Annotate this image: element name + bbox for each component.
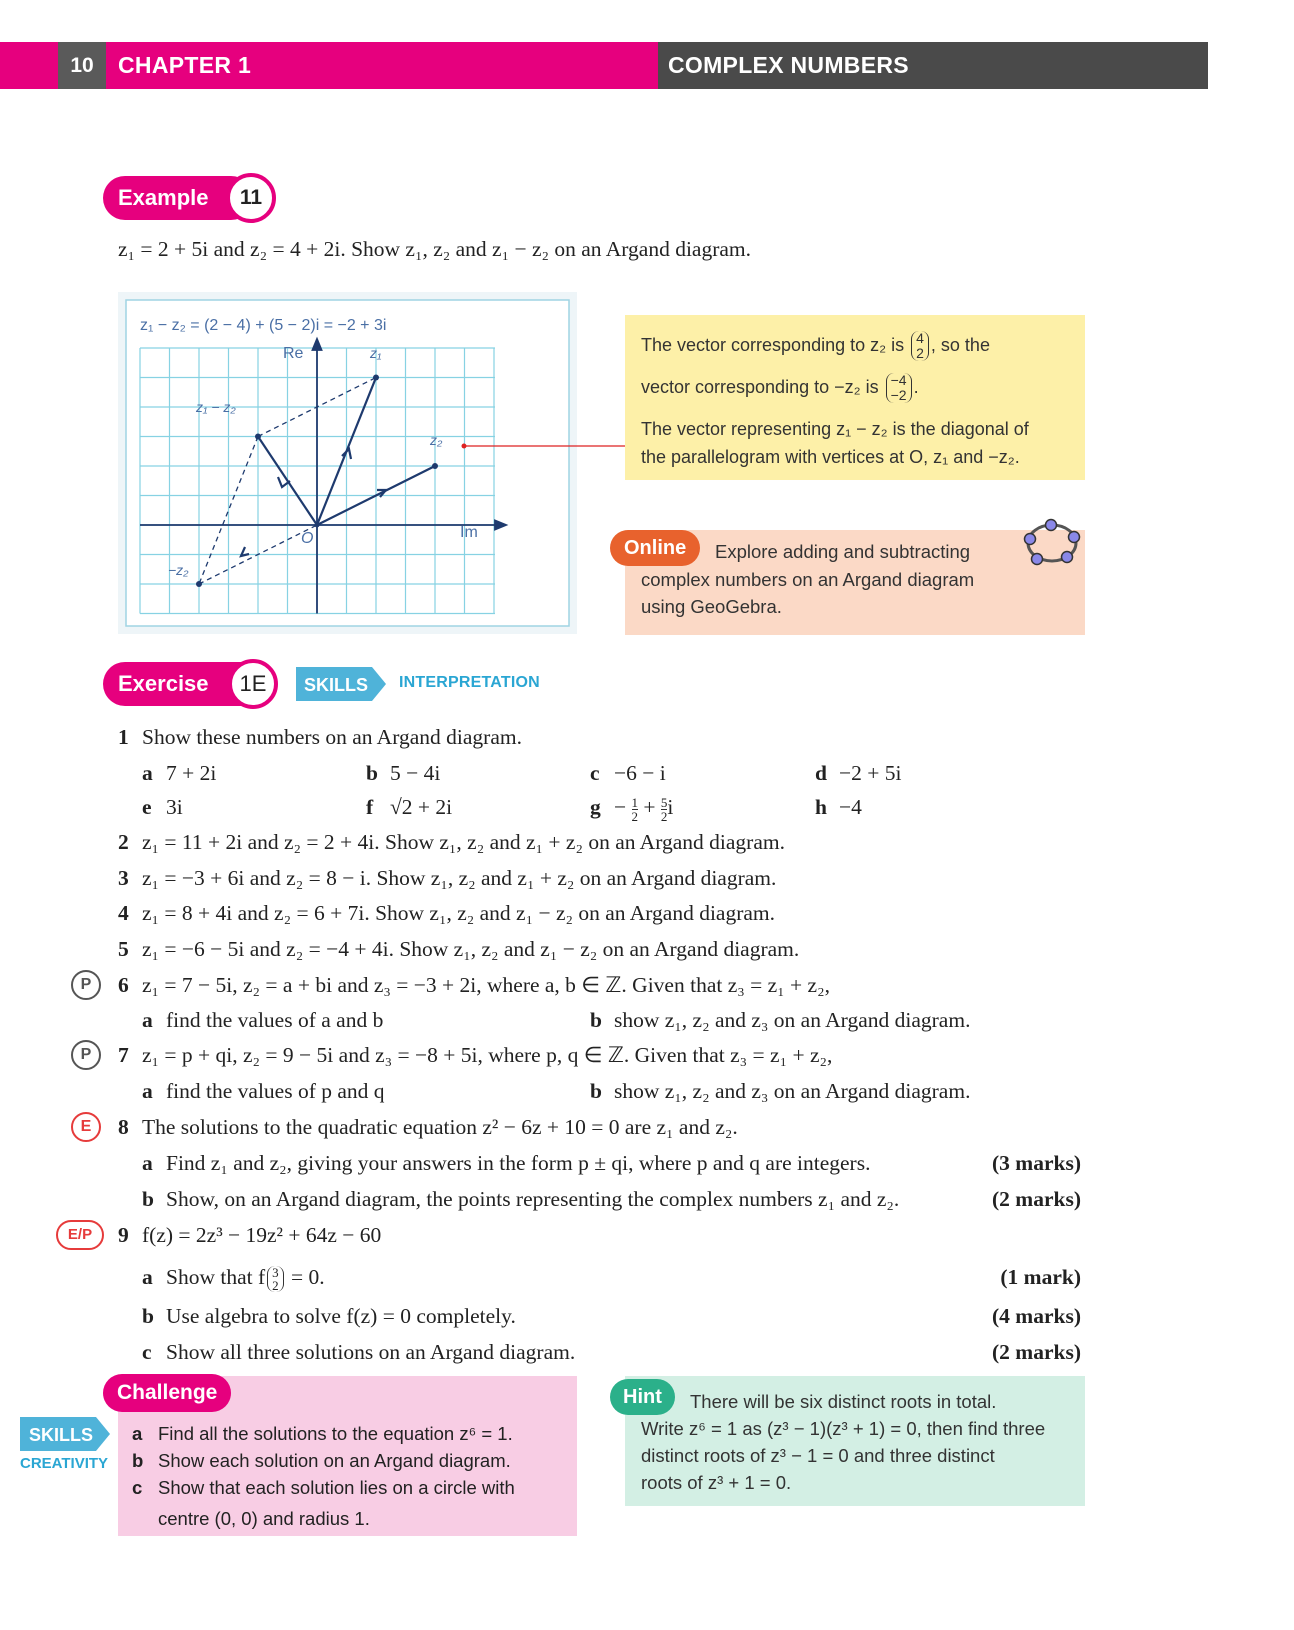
note-line-2: vector corresponding to −z₂ is −4 −2 . xyxy=(641,372,919,404)
vector-neg-z2: −4 −2 xyxy=(886,373,912,403)
q1-part-b: b 5 − 4i xyxy=(366,761,441,785)
q8-part-b: b Show, on an Argand diagram, the points representing the complex numbers z₁ and z₂. xyxy=(142,1187,900,1211)
note-line-3: The vector representing z₁ − z₂ is the diagonal of xyxy=(641,419,1029,439)
q1-part-c: c −6 − i xyxy=(590,761,666,785)
online-badge: Online xyxy=(610,530,700,566)
question-1: 1 Show these numbers on an Argand diagram. xyxy=(118,725,522,749)
z1-minus-z2-label: z₁ − z₂ xyxy=(196,399,236,415)
note-line-4: the parallelogram with vertices at O, z₁ and −z₂. xyxy=(641,447,1020,467)
problem-solving-badge: P xyxy=(71,970,101,1000)
exercise-number: 1E xyxy=(228,659,278,709)
question-3: 3 z₁ = −3 + 6i and z₂ = 8 − i. Show z₁, z₂ and z₁ + z₂ on an Argand diagram. xyxy=(118,866,777,890)
q8-b-marks: (2 marks) xyxy=(992,1187,1081,1211)
challenge-item-c-cont: centre (0, 0) and radius 1. xyxy=(158,1508,370,1529)
skills-value: INTERPRETATION xyxy=(399,674,540,691)
q6-part-b: b show z₁, z₂ and z₃ on an Argand diagram. xyxy=(590,1008,971,1032)
hint-badge: Hint xyxy=(610,1379,675,1415)
connector-line xyxy=(460,440,625,452)
skills-tag xyxy=(296,667,388,701)
example-statement: z₁ = 2 + 5i and z₂ = 4 + 2i. Show z₁, z₂ and z₁ − z₂ on an Argand diagram. xyxy=(118,237,752,261)
q1-part-e: e 3i xyxy=(142,795,183,819)
q7-part-b: b show z₁, z₂ and z₃ on an Argand diagram. xyxy=(590,1079,971,1103)
challenge-item-b: b Show each solution on an Argand diagram. xyxy=(132,1450,511,1471)
chapter-title: COMPLEX NUMBERS xyxy=(668,52,909,78)
geogebra-icon xyxy=(1020,512,1084,572)
q8-a-marks: (3 marks) xyxy=(992,1151,1081,1175)
re-axis-label: Re xyxy=(283,345,304,362)
question-7: 7 z₁ = p + qi, z₂ = 9 − 5i and z₃ = −8 + 5i, where p, q ∈ ℤ. Given that z₃ = z₁ + z₂, xyxy=(118,1043,833,1067)
explanation-note xyxy=(625,315,1085,480)
hint-line-3: distinct roots of z³ − 1 = 0 and three distinct xyxy=(641,1445,995,1466)
challenge-skills-tag xyxy=(20,1417,112,1451)
exam-problem-badge: E/P xyxy=(56,1220,104,1250)
note-line-1: The vector corresponding to z₂ is 4 2 , so the xyxy=(641,330,990,362)
chapter-label: CHAPTER 1 xyxy=(118,52,252,78)
question-5: 5 z₁ = −6 − 5i and z₂ = −4 + 4i. Show z₁, z₂ and z₁ − z₂ on an Argand diagram. xyxy=(118,937,800,961)
challenge-skills-value: CREATIVITY xyxy=(20,1455,109,1472)
q9-part-c: c Show all three solutions on an Argand diagram. xyxy=(142,1340,576,1364)
question-6: 6 z₁ = 7 − 5i, z₂ = a + bi and z₃ = −3 + 2i, where a, b ∈ ℤ. Given that z₃ = z₁ + z₂, xyxy=(118,973,830,997)
q9-c-marks: (2 marks) xyxy=(992,1340,1081,1364)
challenge-item-a: a Find all the solutions to the equation z⁶ = 1. xyxy=(132,1423,513,1444)
q8-part-a: a Find z₁ and z₂, giving your answers in the form p ± qi, where p and q are integers. xyxy=(142,1151,871,1175)
fraction-half: $\frac{1}{2}$ xyxy=(631,794,639,824)
q9-b-marks: (4 marks) xyxy=(992,1304,1081,1328)
q1-part-h: h −4 xyxy=(815,795,862,819)
online-line-2: complex numbers on an Argand diagram xyxy=(641,569,975,590)
example-number: 11 xyxy=(226,173,276,223)
fraction-three-halves: 3 2 xyxy=(267,1266,284,1292)
fraction-five-halves: $\frac{5}{2}$ xyxy=(660,794,668,824)
diagram-equation: z₁ − z₂ = (2 − 4) + (5 − 2)i = −2 + 3i xyxy=(140,317,387,334)
svg-text:SKILLS: SKILLS xyxy=(304,675,369,695)
q9-part-a: a Show that f 3 2 = 0. xyxy=(142,1265,325,1294)
question-8: 8 The solutions to the quadratic equation z² − 6z + 10 = 0 are z₁ and z₂. xyxy=(118,1115,738,1139)
exercise-label: Exercise xyxy=(118,671,209,696)
svg-text:SKILLS: SKILLS xyxy=(29,1425,94,1445)
challenge-badge: Challenge xyxy=(103,1374,231,1412)
argand-diagram-panel xyxy=(118,292,577,634)
q1-part-g: g − $\frac{1}{2}$ + $\frac{5}{2}$ i xyxy=(590,794,674,824)
z2-label: z₂ xyxy=(430,432,443,448)
vector-z2: 4 2 xyxy=(911,331,929,361)
q6-part-a: a find the values of a and b xyxy=(142,1008,384,1032)
example-label: Example xyxy=(118,185,209,210)
question-9: 9 f(z) = 2z³ − 19z² + 64z − 60 xyxy=(118,1223,382,1247)
question-2: 2 z₁ = 11 + 2i and z₂ = 2 + 4i. Show z₁, z₂ and z₁ + z₂ on an Argand diagram. xyxy=(118,830,785,854)
q7-part-a: a find the values of p and q xyxy=(142,1079,385,1103)
neg-z2-label: −z₂ xyxy=(168,562,189,578)
q9-a-marks: (1 mark) xyxy=(1000,1265,1081,1289)
problem-solving-badge: P xyxy=(71,1040,101,1070)
im-axis-label: Im xyxy=(460,524,478,541)
hint-line-1: There will be six distinct roots in total. xyxy=(690,1391,997,1412)
exam-style-badge: E xyxy=(71,1112,101,1142)
hint-line-4: roots of z³ + 1 = 0. xyxy=(641,1472,792,1493)
q1-part-d: d −2 + 5i xyxy=(815,761,902,785)
online-line-3: using GeoGebra. xyxy=(641,596,782,617)
question-4: 4 z₁ = 8 + 4i and z₂ = 6 + 7i. Show z₁, z₂ and z₁ − z₂ on an Argand diagram. xyxy=(118,901,776,925)
q1-part-f: f √2 + 2i xyxy=(366,795,453,819)
argand-diagram xyxy=(118,292,577,634)
origin-label: O xyxy=(301,530,314,547)
z1-label: z₁ xyxy=(370,345,382,361)
challenge-item-c: c Show that each solution lies on a circle with xyxy=(132,1477,515,1498)
online-line-1: Explore adding and subtracting xyxy=(715,541,971,562)
page-number: 10 xyxy=(58,42,106,89)
hint-line-2: Write z⁶ = 1 as (z³ − 1)(z³ + 1) = 0, then find three xyxy=(641,1418,1046,1439)
q1-part-a: a 7 + 2i xyxy=(142,761,217,785)
q9-part-b: b Use algebra to solve f(z) = 0 completely. xyxy=(142,1304,516,1328)
